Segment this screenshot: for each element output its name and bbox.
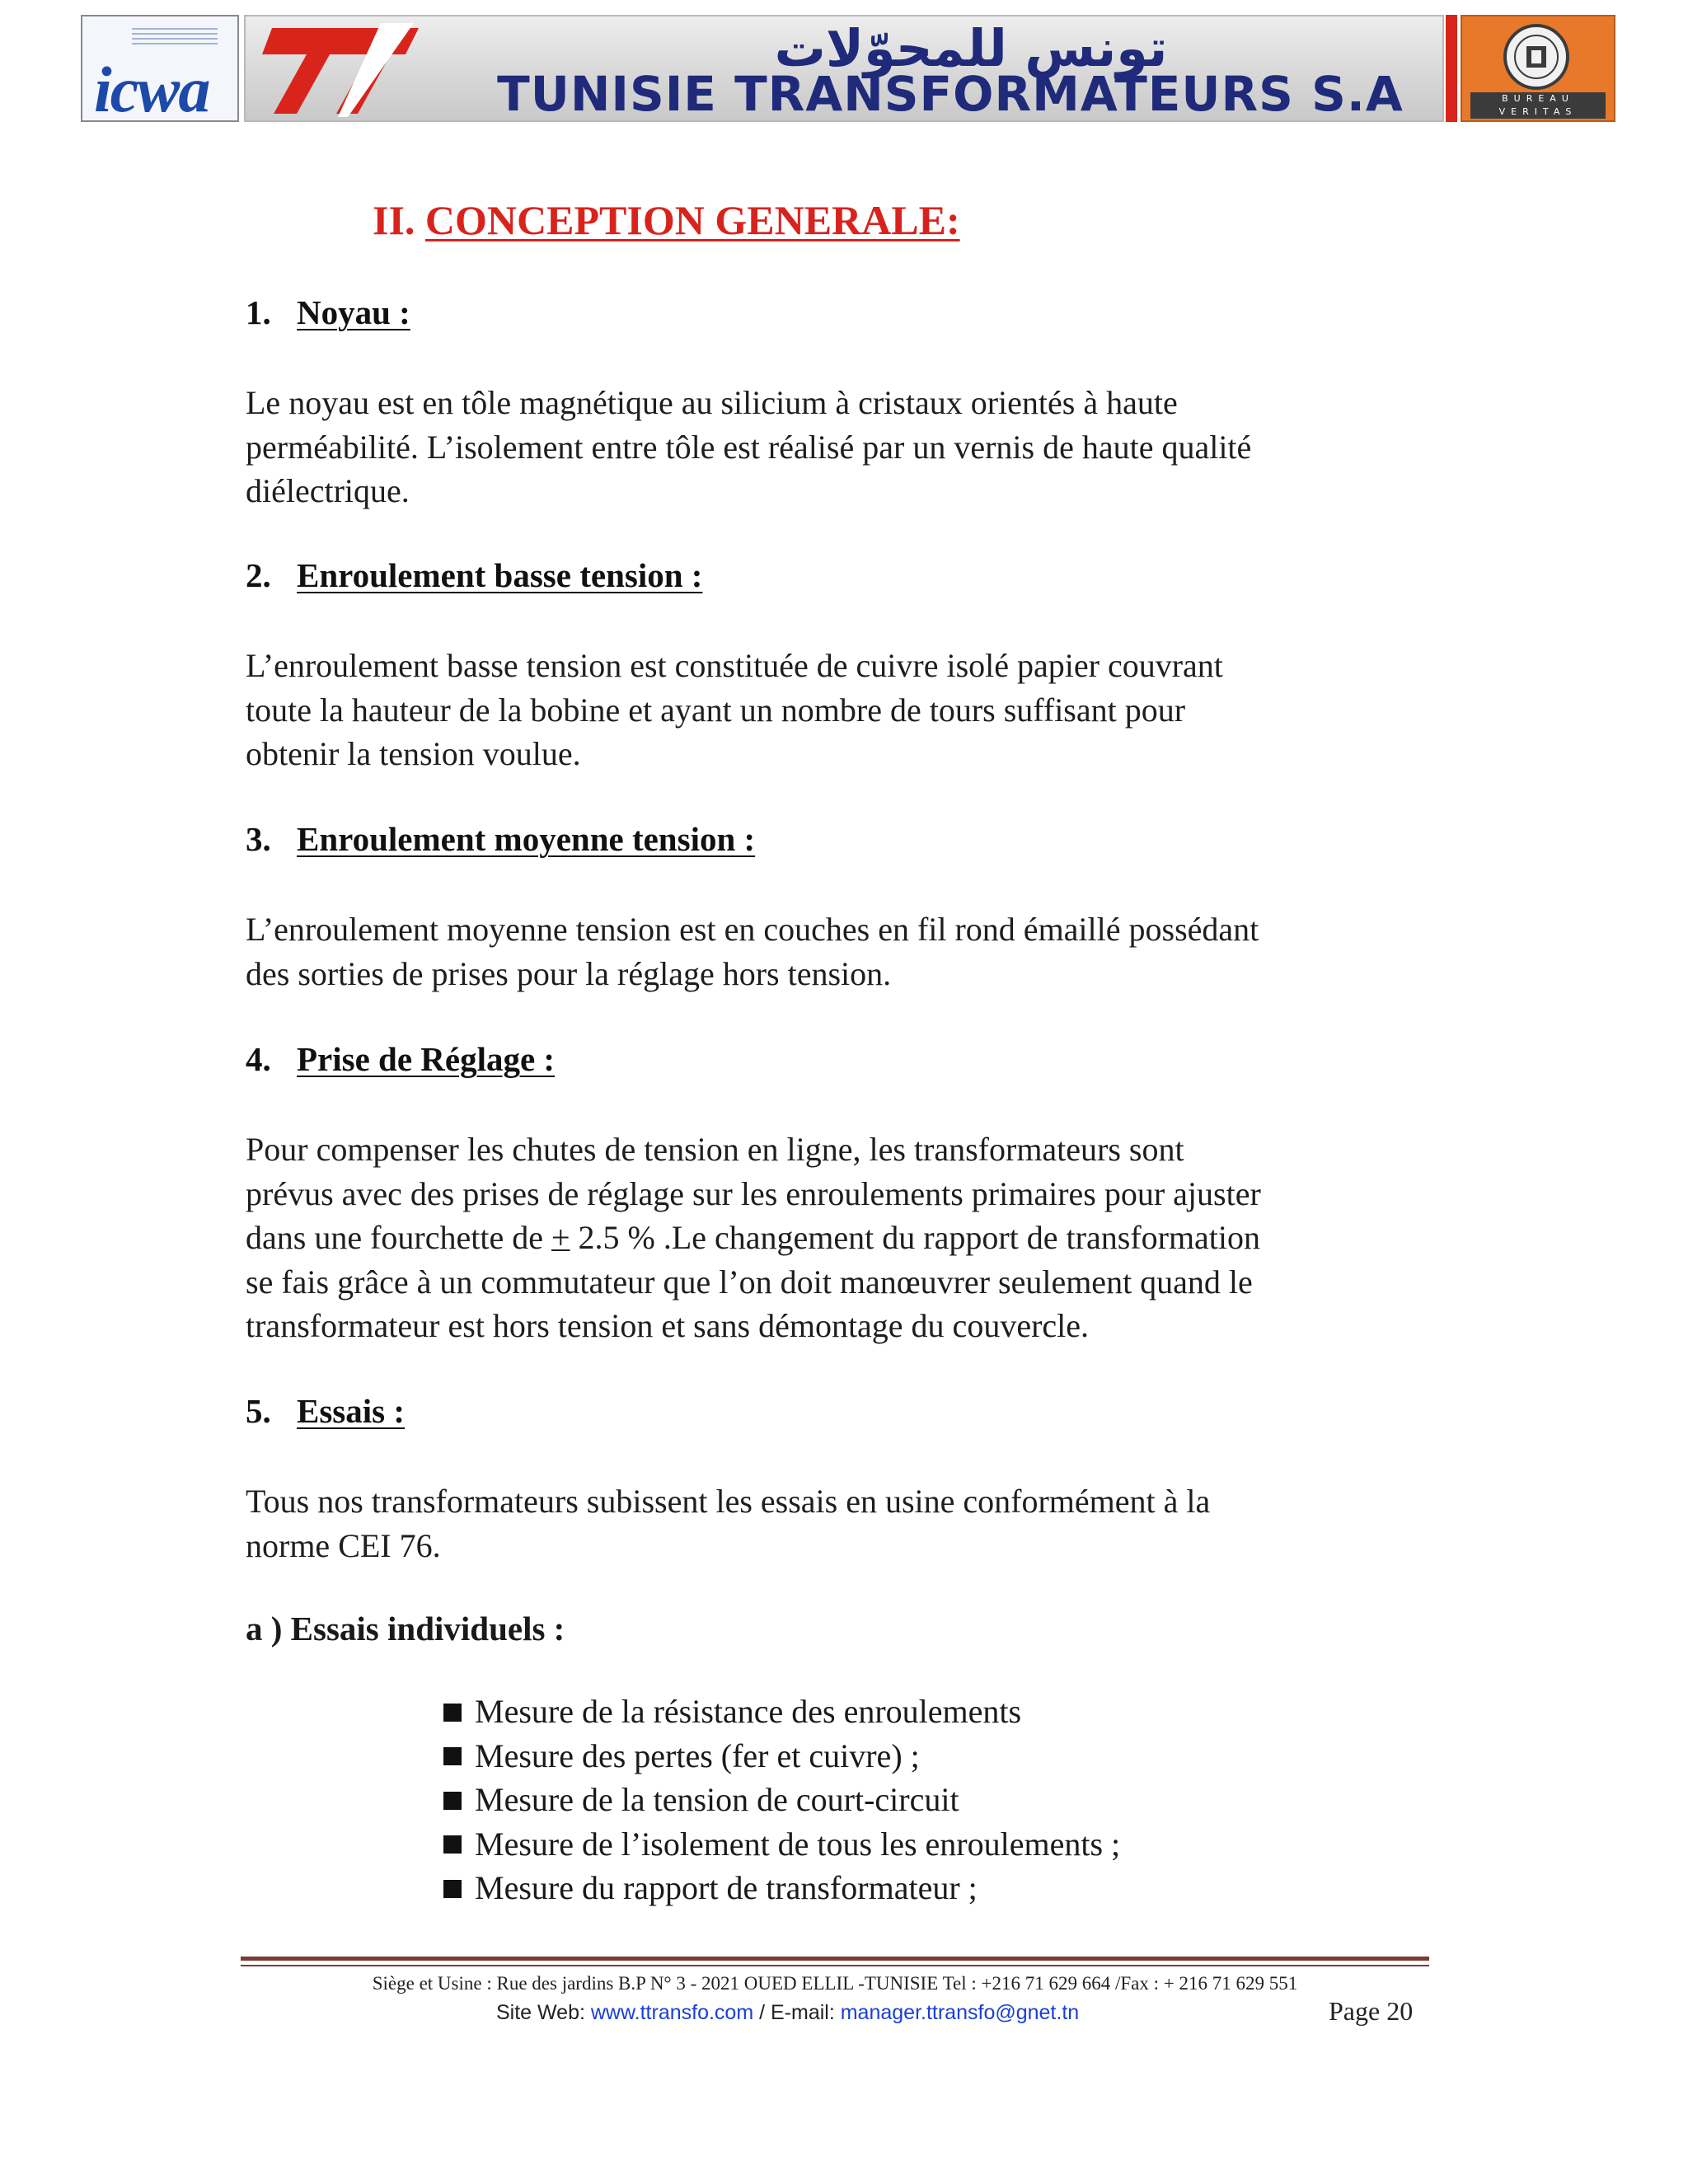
heading-noyau: 1. Noyau : [246, 293, 410, 331]
paragraph-basse-tension: L’enroulement basse tension est constituée de cuivre isolé papier couvrant toute la hauteur de la bobine et ayant un nombre de tours suffisant pour obtenir la tension voulue. [246, 647, 1223, 772]
heading-prise-reglage: 4. Prise de Réglage : [246, 1040, 556, 1078]
website-link[interactable]: www.ttransfo.com [590, 2001, 754, 2024]
plus-minus-sign: + [551, 1219, 570, 1256]
paragraph-noyau: Le noyau est en tôle magnétique au silicium à cristaux orientés à haute perméabilité. L’isolement entre tôle est réalisé par un vernis de haute qualité diélectrique. [246, 384, 1252, 509]
section-number: II. [373, 197, 415, 243]
paragraph-prise-reglage: Pour compenser les chutes de tension en ligne, les transformateurs sont prévus avec des prises de réglage sur les enroulements primaires pour ajuster dans une fourchette de + 2.5 % .Le changement du rapport de transformation se fais grâce à un commutateur que l’on doit manœuvrer seulement quand le transformateur est hors tension et sans démontage du couvercle. [246, 1131, 1261, 1344]
icwa-logo [81, 15, 239, 125]
subsection-essais-individuels: a ) Essais individuels : [246, 1610, 565, 1647]
banner-divider [1446, 15, 1457, 122]
section-title [373, 196, 960, 244]
tt-logo-icon [257, 21, 422, 119]
list-item: Mesure de l’isolement de tous les enroulements ; [443, 1822, 1120, 1867]
company-banner [244, 15, 1444, 122]
bullet-list [443, 1690, 1120, 1910]
bureau-veritas-logo [1461, 15, 1615, 122]
icwa-logo-caption [132, 28, 218, 48]
section-title-text: CONCEPTION GENERALE: [424, 197, 960, 243]
footer-address: Siège et Usine : Rue des jardins B.P N° 3 - 2021 OUED ELLIL -TUNISIE Tel : +216 71 629 664 /Fax : + 216 71 629 551 [372, 1973, 1298, 1994]
bureau-veritas-text: BUREAU VERITAS [1470, 92, 1606, 119]
bureau-veritas-seal-icon [1498, 23, 1574, 91]
square-bullet-icon [443, 1835, 462, 1854]
square-bullet-icon [443, 1747, 462, 1765]
heading-essais: 5. Essais : [246, 1392, 406, 1430]
footer-contact: Site Web: www.ttransfo.com / E-mail: manager.ttransfo@gnet.tn [496, 2001, 1080, 2024]
list-item: Mesure des pertes (fer et cuivre) ; [443, 1734, 1120, 1779]
square-bullet-icon [443, 1704, 462, 1722]
list-item: Mesure de la résistance des enroulements [443, 1690, 1120, 1734]
paragraph-moyenne-tension: L’enroulement moyenne tension est en couches en fil rond émaillé possédant des sorties de prises pour la réglage hors tension. [246, 911, 1259, 992]
list-item: Mesure du rapport de transformateur ; [443, 1866, 1120, 1910]
square-bullet-icon [443, 1792, 462, 1810]
company-name: TUNISIE TRANSFORMATEURS S.A [497, 66, 1404, 122]
list-item: Mesure de la tension de court-circuit [443, 1778, 1120, 1822]
icwa-logo-text: icwa [94, 54, 209, 125]
paragraph-essais: Tous nos transformateurs subissent les essais en usine conformément à la norme CEI 76. [246, 1483, 1211, 1564]
company-name-arabic: تونس للمحوّلات [774, 18, 1168, 78]
header-banner [81, 15, 1615, 124]
heading-basse-tension: 2. Enroulement basse tension : [246, 556, 703, 594]
email-link[interactable]: manager.ttransfo@gnet.tn [840, 2001, 1080, 2024]
page-number: Page 20 [1329, 1996, 1414, 2026]
footer-rule-thin [241, 1965, 1429, 1966]
square-bullet-icon [443, 1880, 462, 1898]
heading-moyenne-tension: 3. Enroulement moyenne tension : [246, 820, 756, 858]
footer-rule [241, 1957, 1429, 1961]
